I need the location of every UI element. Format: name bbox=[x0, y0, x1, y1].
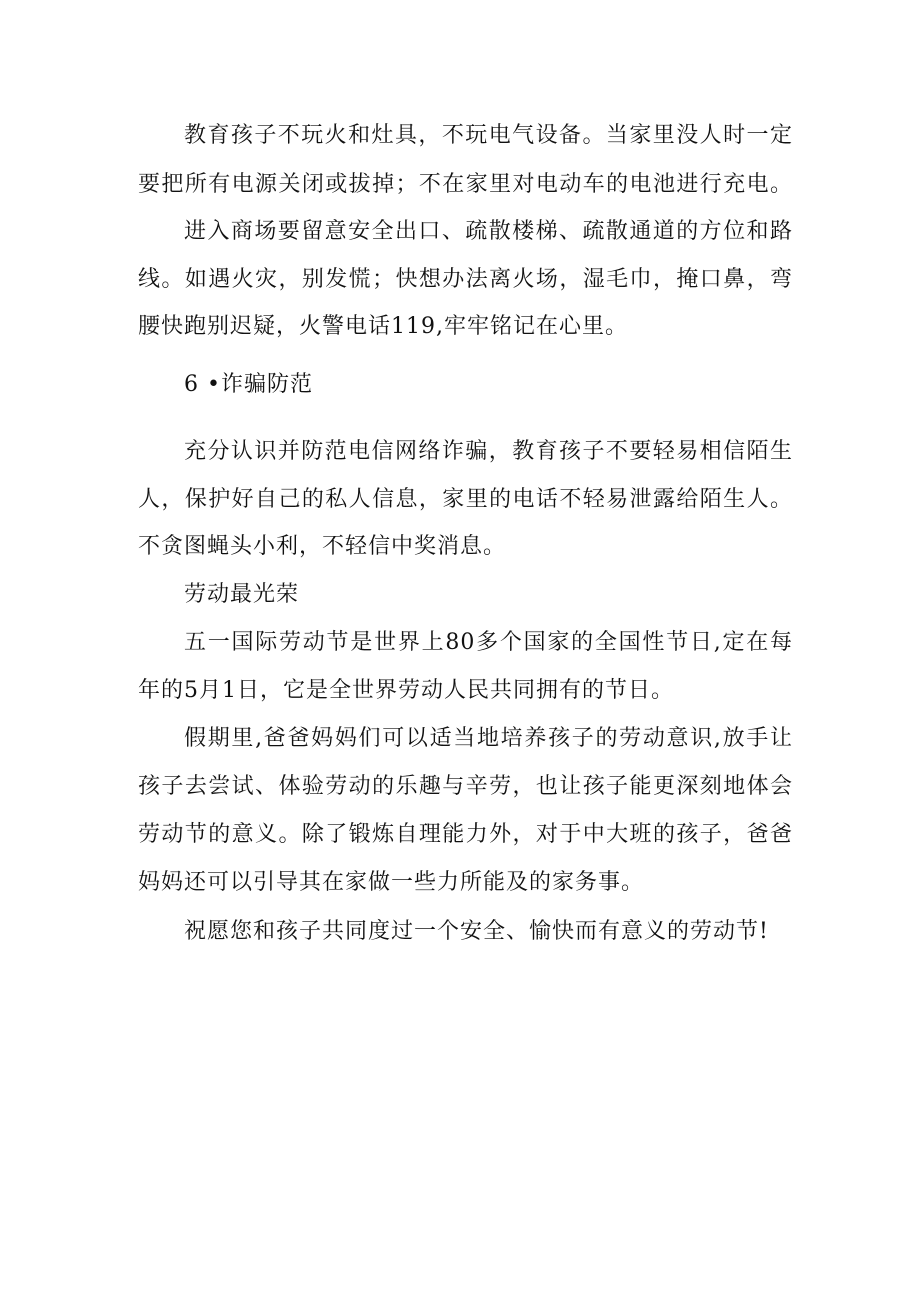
paragraph-line: 年的5月1日，它是全世界劳动人民共同拥有的节日。 bbox=[138, 678, 674, 703]
paragraph-line: 充分认识并防范电信网络诈骗，教育孩子不要轻易相信陌生 bbox=[184, 439, 793, 464]
paragraph-line: 孩子去尝试、体验劳动的乐趣与辛劳，也让孩子能更深刻地体会 bbox=[138, 774, 793, 799]
paragraph-line: 线。如遇火灾，别发慌；快想办法离火场，湿毛巾，掩口鼻，弯 bbox=[138, 267, 793, 292]
paragraph-line: 进入商场要留意安全出口、疏散楼梯、疏散通道的方位和路 bbox=[184, 219, 793, 244]
paragraph-line: 不贪图蝇头小利，不轻信中奖消息。 bbox=[138, 534, 507, 559]
section-heading: 6 •诈骗防范 bbox=[184, 372, 313, 397]
paragraph-line: 要把所有电源关闭或拔掉；不在家里对电动车的电池进行充电。 bbox=[138, 172, 793, 197]
paragraph-line: 妈妈还可以引导其在家做一些力所能及的家务事。 bbox=[138, 870, 645, 895]
paragraph-line: 假期里,爸爸妈妈们可以适当地培养孩子的劳动意识,放手让 bbox=[184, 726, 793, 751]
closing-line: 祝愿您和孩子共同度过一个安全、愉快而有意义的劳动节! bbox=[184, 919, 769, 944]
section-heading: 劳动最光荣 bbox=[184, 582, 300, 607]
paragraph-line: 人，保护好自己的私人信息，家里的电话不轻易泄露给陌生人。 bbox=[138, 487, 793, 512]
paragraph-line: 教育孩子不玩火和灶具，不玩电气设备。当家里没人时一定 bbox=[184, 123, 793, 148]
paragraph-line: 劳动节的意义。除了锻炼自理能力外，对于中大班的孩子，爸爸 bbox=[138, 822, 793, 847]
paragraph-line: 腰快跑别迟疑，火警电话119,牢牢铭记在心里。 bbox=[138, 314, 628, 339]
paragraph-line: 五一国际劳动节是世界上80多个国家的全国性节日,定在每 bbox=[184, 630, 793, 655]
